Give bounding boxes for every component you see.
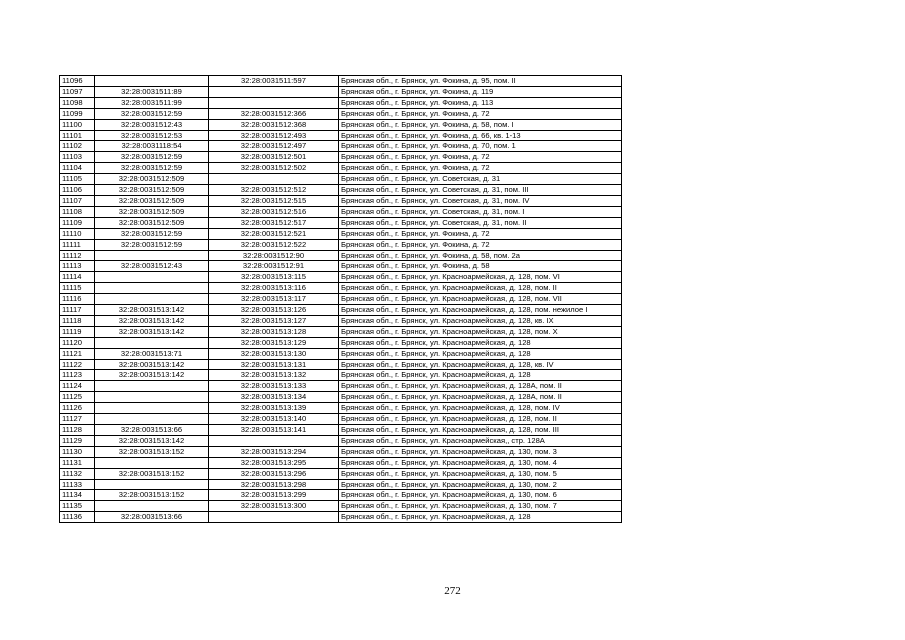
table-row (60, 479, 622, 490)
row-number-cell: 11112 (60, 250, 95, 261)
table-row (60, 119, 622, 130)
address-cell: Брянская обл., г. Брянск, ул. Красноармейская, д. 128 (339, 370, 622, 381)
cadastral-number-cell: 32:28:0031513:129 (209, 337, 339, 348)
cadastral-number-cell: 32:28:0031512:366 (209, 108, 339, 119)
address-cell: Брянская обл., г. Брянск, ул. Красноармейская, д. 130, пом. 2 (339, 479, 622, 490)
cadastral-number-cell: 32:28:0031512:91 (209, 261, 339, 272)
cadastral-number-cell: 32:28:0031512:515 (209, 195, 339, 206)
parent-cadastral-cell: 32:28:0031513:152 (95, 446, 209, 457)
table-row (60, 174, 622, 185)
table-row (60, 228, 622, 239)
table-row (60, 283, 622, 294)
row-number-cell: 11132 (60, 468, 95, 479)
parent-cadastral-cell: 32:28:0031511:99 (95, 97, 209, 108)
table-row (60, 217, 622, 228)
parent-cadastral-cell: 32:28:0031512:509 (95, 195, 209, 206)
parent-cadastral-cell (95, 76, 209, 87)
address-cell: Брянская обл., г. Брянск, ул. Красноармейская, д. 128, пом. нежилое I (339, 305, 622, 316)
address-cell: Брянская обл., г. Брянск, ул. Советская, д. 31, пом. III (339, 185, 622, 196)
cadastral-number-cell: 32:28:0031513:127 (209, 315, 339, 326)
row-number-cell: 11123 (60, 370, 95, 381)
row-number-cell: 11101 (60, 130, 95, 141)
row-number-cell: 11108 (60, 206, 95, 217)
address-cell: Брянская обл., г. Брянск, ул. Красноармейская, д. 128, пом. II (339, 283, 622, 294)
table-row (60, 163, 622, 174)
address-cell: Брянская обл., г. Брянск, ул. Красноармейская, д. 128, кв. IV (339, 359, 622, 370)
cadastral-number-cell: 32:28:0031513:134 (209, 392, 339, 403)
row-number-cell: 11103 (60, 152, 95, 163)
row-number-cell: 11117 (60, 305, 95, 316)
parent-cadastral-cell: 32:28:0031512:59 (95, 239, 209, 250)
address-cell: Брянская обл., г. Брянск, ул. Красноармейская, д. 130, пом. 5 (339, 468, 622, 479)
parent-cadastral-cell: 32:28:0031512:53 (95, 130, 209, 141)
address-cell: Брянская обл., г. Брянск, ул. Красноармейская, д. 128, пом. VI (339, 272, 622, 283)
cadastral-number-cell: 32:28:0031512:90 (209, 250, 339, 261)
row-number-cell: 11111 (60, 239, 95, 250)
row-number-cell: 11115 (60, 283, 95, 294)
address-cell: Брянская обл., г. Брянск, ул. Красноармейская, д. 130, пом. 7 (339, 501, 622, 512)
row-number-cell: 11113 (60, 261, 95, 272)
cadastral-number-cell: 32:28:0031513:140 (209, 414, 339, 425)
cadastral-number-cell: 32:28:0031513:128 (209, 326, 339, 337)
cadastral-number-cell: 32:28:0031513:296 (209, 468, 339, 479)
cadastral-number-cell: 32:28:0031513:115 (209, 272, 339, 283)
parent-cadastral-cell (95, 294, 209, 305)
table-row (60, 261, 622, 272)
address-cell: Брянская обл., г. Брянск, ул. Фокина, д. 72 (339, 239, 622, 250)
table-row (60, 305, 622, 316)
row-number-cell: 11110 (60, 228, 95, 239)
address-cell: Брянская обл., г. Брянск, ул. Красноармейская, д. 128, кв. IX (339, 315, 622, 326)
parent-cadastral-cell: 32:28:0031512:509 (95, 206, 209, 217)
cadastral-number-cell: 32:28:0031512:512 (209, 185, 339, 196)
cadastral-number-cell: 32:28:0031512:517 (209, 217, 339, 228)
row-number-cell: 11104 (60, 163, 95, 174)
cadastral-number-cell: 32:28:0031513:298 (209, 479, 339, 490)
table-row (60, 512, 622, 523)
table-row (60, 239, 622, 250)
table-row (60, 370, 622, 381)
cadastral-number-cell: 32:28:0031513:131 (209, 359, 339, 370)
table-row (60, 425, 622, 436)
parent-cadastral-cell (95, 392, 209, 403)
parent-cadastral-cell (95, 403, 209, 414)
table-row (60, 206, 622, 217)
row-number-cell: 11102 (60, 141, 95, 152)
row-number-cell: 11134 (60, 490, 95, 501)
cadastral-number-cell (209, 97, 339, 108)
parent-cadastral-cell: 32:28:0031513:142 (95, 315, 209, 326)
row-number-cell: 11099 (60, 108, 95, 119)
table-row (60, 446, 622, 457)
parent-cadastral-cell: 32:28:0031513:71 (95, 348, 209, 359)
parent-cadastral-cell: 32:28:0031511:89 (95, 86, 209, 97)
parent-cadastral-cell: 32:28:0031513:142 (95, 370, 209, 381)
address-cell: Брянская обл., г. Брянск, ул. Красноармейская, д. 128, пом. VII (339, 294, 622, 305)
address-cell: Брянская обл., г. Брянск, ул. Красноармейская, д. 128А, пом. II (339, 381, 622, 392)
address-cell: Брянская обл., г. Брянск, ул. Фокина, д. 58, пом. I (339, 119, 622, 130)
cadastral-number-cell: 32:28:0031513:295 (209, 457, 339, 468)
address-cell: Брянская обл., г. Брянск, ул. Красноармейская, д. 130, пом. 6 (339, 490, 622, 501)
table-row (60, 468, 622, 479)
cadastral-number-cell: 32:28:0031512:493 (209, 130, 339, 141)
table-row (60, 130, 622, 141)
table-row (60, 359, 622, 370)
parent-cadastral-cell: 32:28:0031512:59 (95, 228, 209, 239)
cadastral-number-cell (209, 435, 339, 446)
table-row (60, 501, 622, 512)
address-cell: Брянская обл., г. Брянск, ул. Красноармейская, д. 128 (339, 348, 622, 359)
address-cell: Брянская обл., г. Брянск, ул. Красноармейская, д. 128, пом. III (339, 425, 622, 436)
address-cell: Брянская обл., г. Брянск, ул. Красноармейская, д. 128, пом. IV (339, 403, 622, 414)
cadastral-number-cell: 32:28:0031513:300 (209, 501, 339, 512)
table-row (60, 141, 622, 152)
parent-cadastral-cell (95, 272, 209, 283)
registry-table-body (60, 76, 622, 523)
address-cell: Брянская обл., г. Брянск, ул. Красноармейская, д. 128 (339, 337, 622, 348)
row-number-cell: 11135 (60, 501, 95, 512)
address-cell: Брянская обл., г. Брянск, ул. Фокина, д. 113 (339, 97, 622, 108)
parent-cadastral-cell: 32:28:0031512:43 (95, 119, 209, 130)
table-row (60, 97, 622, 108)
address-cell: Брянская обл., г. Брянск, ул. Красноармейская, д. 128, пом. II (339, 414, 622, 425)
table-row (60, 108, 622, 119)
parent-cadastral-cell (95, 283, 209, 294)
registry-table (59, 75, 622, 523)
table-row (60, 294, 622, 305)
table-row (60, 76, 622, 87)
cadastral-number-cell: 32:28:0031513:116 (209, 283, 339, 294)
address-cell: Брянская обл., г. Брянск, ул. Советская, д. 31, пом. I (339, 206, 622, 217)
row-number-cell: 11124 (60, 381, 95, 392)
row-number-cell: 11114 (60, 272, 95, 283)
cadastral-number-cell: 32:28:0031512:501 (209, 152, 339, 163)
parent-cadastral-cell (95, 457, 209, 468)
parent-cadastral-cell: 32:28:0031513:66 (95, 512, 209, 523)
cadastral-number-cell: 32:28:0031513:132 (209, 370, 339, 381)
table-row (60, 414, 622, 425)
address-cell: Брянская обл., г. Брянск, ул. Фокина, д. 72 (339, 152, 622, 163)
row-number-cell: 11121 (60, 348, 95, 359)
cadastral-number-cell: 32:28:0031513:133 (209, 381, 339, 392)
row-number-cell: 11098 (60, 97, 95, 108)
parent-cadastral-cell: 32:28:0031512:43 (95, 261, 209, 272)
parent-cadastral-cell: 32:28:0031513:142 (95, 326, 209, 337)
parent-cadastral-cell (95, 381, 209, 392)
address-cell: Брянская обл., г. Брянск, ул. Фокина, д. 66, кв. 1-13 (339, 130, 622, 141)
cadastral-number-cell: 32:28:0031512:516 (209, 206, 339, 217)
address-cell: Брянская обл., г. Брянск, ул. Фокина, д. 119 (339, 86, 622, 97)
row-number-cell: 11100 (60, 119, 95, 130)
parent-cadastral-cell: 32:28:0031513:66 (95, 425, 209, 436)
cadastral-number-cell: 32:28:0031513:299 (209, 490, 339, 501)
row-number-cell: 11127 (60, 414, 95, 425)
address-cell: Брянская обл., г. Брянск, ул. Красноармейская, д. 128, пом. X (339, 326, 622, 337)
parent-cadastral-cell: 32:28:0031513:142 (95, 359, 209, 370)
row-number-cell: 11109 (60, 217, 95, 228)
parent-cadastral-cell: 32:28:0031512:509 (95, 174, 209, 185)
table-row (60, 195, 622, 206)
registry-table-container (59, 75, 622, 523)
address-cell: Брянская обл., г. Брянск, ул. Фокина, д. 72 (339, 108, 622, 119)
row-number-cell: 11130 (60, 446, 95, 457)
table-row (60, 392, 622, 403)
cadastral-number-cell (209, 174, 339, 185)
cadastral-number-cell: 32:28:0031512:368 (209, 119, 339, 130)
parent-cadastral-cell (95, 479, 209, 490)
table-row (60, 457, 622, 468)
table-row (60, 348, 622, 359)
row-number-cell: 11131 (60, 457, 95, 468)
cadastral-number-cell: 32:28:0031513:130 (209, 348, 339, 359)
table-row (60, 152, 622, 163)
address-cell: Брянская обл., г. Брянск, ул. Красноармейская, д. 130, пом. 3 (339, 446, 622, 457)
parent-cadastral-cell: 32:28:0031512:509 (95, 185, 209, 196)
row-number-cell: 11125 (60, 392, 95, 403)
address-cell: Брянская обл., г. Брянск, ул. Советская, д. 31, пом. II (339, 217, 622, 228)
cadastral-number-cell: 32:28:0031512:497 (209, 141, 339, 152)
row-number-cell: 11119 (60, 326, 95, 337)
cadastral-number-cell: 32:28:0031513:126 (209, 305, 339, 316)
table-row (60, 250, 622, 261)
cadastral-number-cell: 32:28:0031513:294 (209, 446, 339, 457)
table-row (60, 381, 622, 392)
parent-cadastral-cell: 32:28:0031513:142 (95, 435, 209, 446)
row-number-cell: 11128 (60, 425, 95, 436)
table-row (60, 435, 622, 446)
parent-cadastral-cell (95, 414, 209, 425)
cadastral-number-cell: 32:28:0031512:522 (209, 239, 339, 250)
address-cell: Брянская обл., г. Брянск, ул. Советская, д. 31, пом. IV (339, 195, 622, 206)
address-cell: Брянская обл., г. Брянск, ул. Красноармейская,, стр. 128А (339, 435, 622, 446)
table-row (60, 86, 622, 97)
table-row (60, 185, 622, 196)
table-row (60, 326, 622, 337)
row-number-cell: 11118 (60, 315, 95, 326)
address-cell: Брянская обл., г. Брянск, ул. Фокина, д. 72 (339, 228, 622, 239)
table-row (60, 490, 622, 501)
row-number-cell: 11097 (60, 86, 95, 97)
cadastral-number-cell: 32:28:0031511:597 (209, 76, 339, 87)
parent-cadastral-cell (95, 250, 209, 261)
address-cell: Брянская обл., г. Брянск, ул. Красноармейская, д. 128А, пом. II (339, 392, 622, 403)
row-number-cell: 11122 (60, 359, 95, 370)
address-cell: Брянская обл., г. Брянск, ул. Фокина, д. 70, пом. 1 (339, 141, 622, 152)
parent-cadastral-cell (95, 337, 209, 348)
cadastral-number-cell: 32:28:0031512:521 (209, 228, 339, 239)
parent-cadastral-cell: 32:28:0031513:152 (95, 468, 209, 479)
row-number-cell: 11136 (60, 512, 95, 523)
row-number-cell: 11105 (60, 174, 95, 185)
parent-cadastral-cell: 32:28:0031513:142 (95, 305, 209, 316)
cadastral-number-cell: 32:28:0031513:117 (209, 294, 339, 305)
parent-cadastral-cell: 32:28:0031512:59 (95, 152, 209, 163)
parent-cadastral-cell: 32:28:0031118:54 (95, 141, 209, 152)
cadastral-number-cell: 32:28:0031512:502 (209, 163, 339, 174)
row-number-cell: 11107 (60, 195, 95, 206)
address-cell: Брянская обл., г. Брянск, ул. Красноармейская, д. 130, пом. 4 (339, 457, 622, 468)
row-number-cell: 11133 (60, 479, 95, 490)
table-row (60, 403, 622, 414)
row-number-cell: 11120 (60, 337, 95, 348)
parent-cadastral-cell: 32:28:0031512:59 (95, 108, 209, 119)
address-cell: Брянская обл., г. Брянск, ул. Фокина, д. 58, пом. 2а (339, 250, 622, 261)
row-number-cell: 11106 (60, 185, 95, 196)
address-cell: Брянская обл., г. Брянск, ул. Фокина, д. 95, пом. II (339, 76, 622, 87)
table-row (60, 337, 622, 348)
cadastral-number-cell (209, 512, 339, 523)
table-row (60, 315, 622, 326)
address-cell: Брянская обл., г. Брянск, ул. Фокина, д. 58 (339, 261, 622, 272)
parent-cadastral-cell: 32:28:0031512:59 (95, 163, 209, 174)
parent-cadastral-cell: 32:28:0031512:509 (95, 217, 209, 228)
address-cell: Брянская обл., г. Брянск, ул. Советская, д. 31 (339, 174, 622, 185)
table-row (60, 272, 622, 283)
row-number-cell: 11116 (60, 294, 95, 305)
page-number: 272 (444, 585, 461, 597)
row-number-cell: 11096 (60, 76, 95, 87)
row-number-cell: 11126 (60, 403, 95, 414)
cadastral-number-cell: 32:28:0031513:141 (209, 425, 339, 436)
cadastral-number-cell (209, 86, 339, 97)
row-number-cell: 11129 (60, 435, 95, 446)
parent-cadastral-cell (95, 501, 209, 512)
address-cell: Брянская обл., г. Брянск, ул. Красноармейская, д. 128 (339, 512, 622, 523)
cadastral-number-cell: 32:28:0031513:139 (209, 403, 339, 414)
parent-cadastral-cell: 32:28:0031513:152 (95, 490, 209, 501)
address-cell: Брянская обл., г. Брянск, ул. Фокина, д. 72 (339, 163, 622, 174)
